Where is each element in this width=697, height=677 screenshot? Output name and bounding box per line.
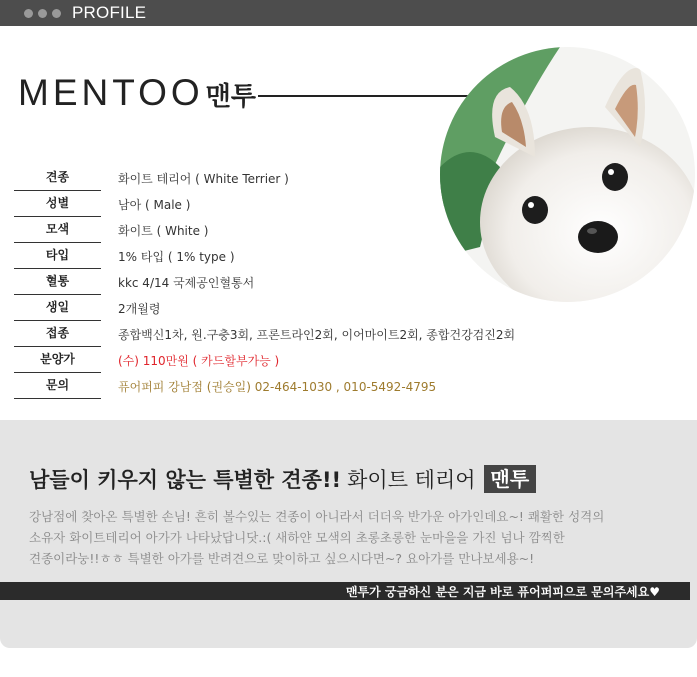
dog-photo-illustration	[440, 47, 695, 302]
info-label: 문의	[14, 374, 101, 399]
promo-line: 강남점에 찾아온 특별한 손님! 흔히 볼수있는 견종이 아니라서 더더욱 반가운 아가인데요~! 쾌활한 성격의	[29, 509, 605, 524]
info-value-contact: 퓨어퍼피 강남점 (권승일) 02-464-1030 , 010-5492-4795	[118, 380, 437, 394]
inquiry-banner-text: 맨투가 궁금하신 분은 지금 바로 퓨어퍼피으로 문의주세요♥	[345, 585, 660, 599]
dog-name-heading	[18, 72, 256, 118]
info-label: 혈통	[14, 270, 101, 295]
promo-title-badge: 맨투	[484, 465, 537, 493]
promo-description	[29, 506, 669, 569]
dot-icon	[52, 9, 61, 18]
promo-line: 견종이라눙!!ㅎㅎ 특별한 아가를 반려견으로 맞이하고 싶으시다면~? 요아가를 만나보세용~!	[29, 551, 535, 566]
dot-icon	[38, 9, 47, 18]
info-label: 분양가	[14, 348, 101, 373]
info-label: 생일	[14, 296, 101, 321]
info-value: 2개월령	[118, 302, 161, 316]
dog-photo	[440, 47, 695, 302]
dog-name-english: MENTOO	[18, 72, 204, 113]
heading-divider	[258, 95, 468, 97]
promo-section	[0, 420, 697, 648]
info-value: kkc 4/14 국제공인혈통서	[118, 276, 255, 290]
info-value-price: (수) 110만원 ( 카드할부가능 )	[118, 354, 280, 368]
info-label: 접종	[14, 322, 101, 347]
window-dots	[24, 9, 61, 18]
info-value: 종합백신1차, 원.구충3회, 프론트라인2회, 이어마이트2회, 종합건강검진2회	[118, 328, 516, 342]
profile-header-bar	[0, 0, 697, 26]
info-value: 화이트 테리어 ( White Terrier )	[118, 172, 289, 186]
info-value: 남아 ( Male )	[118, 198, 191, 212]
promo-line: 소유자 화이트테리어 아가가 나타났답니닷.:( 새하얀 모색의 초롱초롱한 눈마을을 가진 넘나 깜찍한	[29, 530, 565, 545]
info-label: 타입	[14, 244, 101, 269]
info-value: 화이트 ( White )	[118, 224, 209, 238]
info-label: 성별	[14, 192, 101, 217]
dot-icon	[24, 9, 33, 18]
inquiry-banner	[0, 582, 690, 600]
promo-title-bold: 남들이 키우지 않는 특별한 견종!!	[29, 468, 342, 492]
info-label: 모색	[14, 218, 101, 243]
header-title: PROFILE	[72, 3, 147, 22]
info-value: 1% 타입 ( 1% type )	[118, 250, 235, 264]
dog-name-korean: 맨투	[205, 82, 256, 112]
promo-title	[29, 464, 536, 494]
info-label: 견종	[14, 166, 101, 191]
promo-title-normal: 화이트 테리어	[347, 468, 476, 492]
